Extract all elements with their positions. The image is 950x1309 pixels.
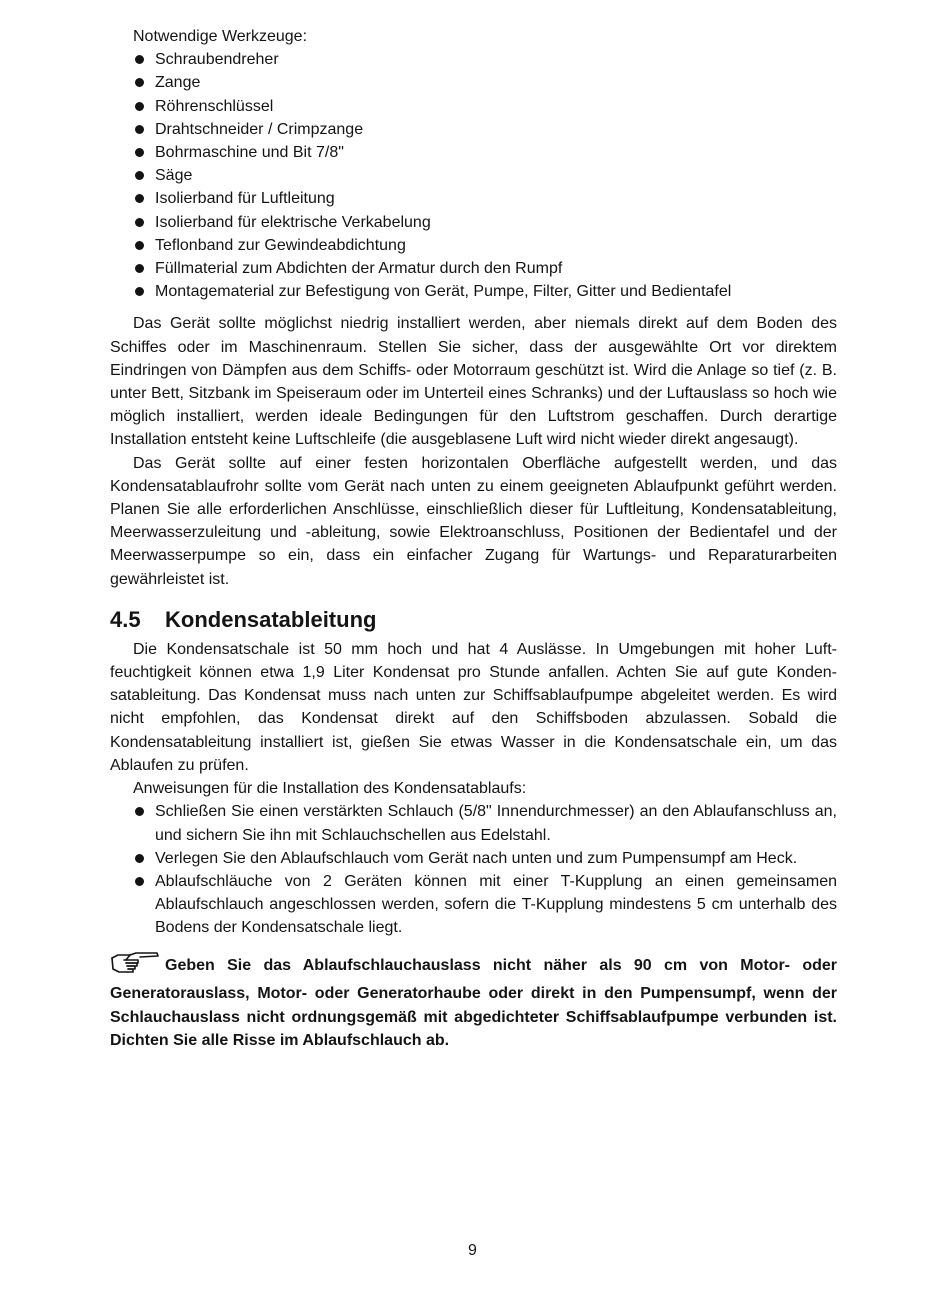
list-item: Teflonband zur Gewindeabdichtung <box>110 234 837 257</box>
section-number: 4.5 <box>110 606 141 632</box>
paragraph-condensate: Die Kondensatschale ist 50 mm hoch und hat 4 Auslässe. In Umgebungen mit hoher Luftfeuchtigkeit können etwa 1,9 Liter Kondensat pro Stunde anfallen. Achten Sie auf gute Kondensatableitung. Das Kondensat muss nach unten zur Schiffsablaufpumpe abgeleitet werden. Es wird nicht empfohlen, das Kondensat direkt auf den Schiffsboden abzulassen. Sobald die Kondensatableitung installiert ist, gießen Sie etwas Wasser in die Kondensatschale ein, um das Ablaufen zu prüfen. <box>110 640 837 774</box>
list-item: Säge <box>110 164 837 187</box>
list-item: Isolierband für elektrische Verkabelung <box>110 211 837 234</box>
list-item: Zange <box>110 71 837 94</box>
list-item: Bohrmaschine und Bit 7/8" <box>110 141 837 164</box>
paragraph-installation-location: Das Gerät sollte möglichst niedrig installiert werden, aber niemals direkt auf dem Boden des Schiffes oder im Maschinenraum. Stellen Sie sicher, dass der ausgewählte Ort vor direktem Eindringen von Dämpfen aus dem Schiffs- oder Motorraum geschützt ist. Wird die Anlage so tief (z. B. unter Bett, Sitzbank im Speiseraum oder im Unterteil eines Schranks) und der Luftauslass so hoch wie möglich installiert, werden ideale Bedingungen für den Luftstrom geschaffen. Durch derartige Installation entsteht keine Luftschleife (die ausgeblasene Luft wird nicht wieder direkt angesaugt). <box>110 315 837 449</box>
list-item: Drahtschneider / Crimpzange <box>110 118 837 141</box>
section-title: Kondensatableitung <box>165 606 377 632</box>
instructions-list <box>110 800 837 939</box>
list-item: Schraubendreher <box>110 48 837 71</box>
list-item: Röhrenschlüssel <box>110 95 837 118</box>
page-number: 9 <box>468 1242 477 1259</box>
tools-list <box>110 48 837 303</box>
list-item: Isolierband für Luftleitung <box>110 187 837 210</box>
list-item: Verlegen Sie den Ablaufschlauch vom Gerät nach unten und zum Pumpensumpf am Heck. <box>110 847 837 870</box>
warning-text: Geben Sie das Ablaufschlauchauslass nicht näher als 90 cm von Motor- oder Generatorauslass, Motor- oder Generatorhaube oder direkt in den Pumpensumpf, wenn der Schlauchauslass nicht ordnungsgemäß mit abgedichteter Schiffsablaufpumpe verbunden ist. Dichten Sie alle Risse im Ablaufschlauch ab. <box>110 956 837 1050</box>
paragraph-installation-surface: Das Gerät sollte auf einer festen horizontalen Oberfläche aufgestellt werden, und das Kondensatablaufrohr sollte vom Gerät nach unten zu einem geeigneten Ablaufpunkt geführt werden. Planen Sie alle erforderlichen Anschlüsse, einschließlich dieser für Luftleitung, Kondensatableitung, Meerwasserzuleitung und -ableitung, sowie Elektroanschluss, Positionen der Bedientafel und der Meerwasserpumpe so ein, dass ein einfacher Zugang für Wartungs- und Reparaturarbeiten gewährleistet ist. <box>110 454 837 588</box>
list-item: Ablaufschläuche von 2 Geräten können mit einer T-Kupplung an einen gemeinsamen Ablaufschlauch angeschlossen werden, sofern die T-Kupplung mindestens 5 cm unterhalb des Bodens der Kondensatschale liegt. <box>110 870 837 940</box>
section-heading <box>110 605 837 635</box>
warning-note <box>110 951 837 1053</box>
instructions-heading: Anweisungen für die Installation des Kondensatablaufs: <box>133 780 527 798</box>
list-item: Schließen Sie einen verstärkten Schlauch (5/8" Innendurchmesser) an den Ablaufanschluss an, und sichern Sie ihn mit Schlauchschellen aus Edelstahl. <box>110 800 837 846</box>
tools-heading: Notwendige Werkzeuge: <box>133 28 308 45</box>
document-page <box>110 25 837 1053</box>
list-item: Montagematerial zur Befestigung von Gerät, Pumpe, Filter, Gitter und Bedientafel <box>110 280 837 303</box>
list-item: Füllmaterial zum Abdichten der Armatur durch den Rumpf <box>110 257 837 280</box>
pointing-hand-icon <box>110 951 160 983</box>
